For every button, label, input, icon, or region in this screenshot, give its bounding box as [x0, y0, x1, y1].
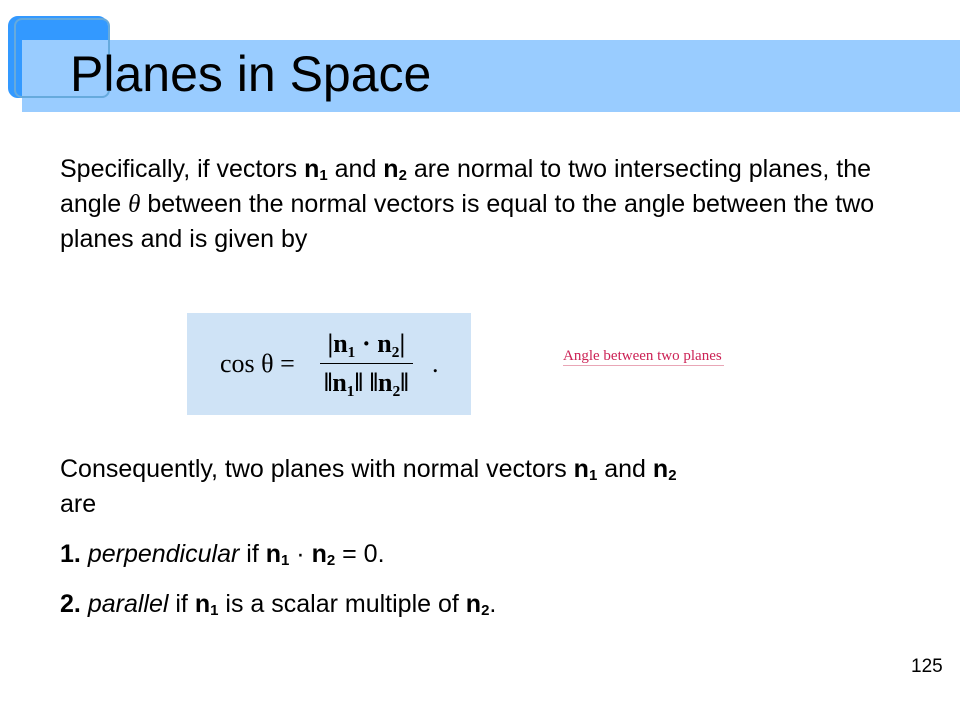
- vector-n2: $n_2$: [311, 540, 336, 569]
- paragraph-consequently: Consequently, two planes with normal vectors $n_1$ and $n_2$ are: [60, 455, 677, 518]
- list-item-perpendicular: 1. perpendicular if $n_1 \cdot n_2 = 0$.: [60, 540, 385, 569]
- formula-period: .: [432, 349, 439, 378]
- formula-lhs: cos θ =: [220, 349, 295, 378]
- vector-n1: $n_1$: [194, 590, 219, 619]
- formula-denominator: ‖n₁‖ ‖n₂‖: [324, 368, 409, 397]
- angle-between-planes-label: Angle between two planes: [563, 348, 722, 364]
- slide-title: Planes in Space: [70, 46, 432, 102]
- theta-symbol: θ: [128, 191, 141, 218]
- list-item-parallel: 2. parallel if $n_1$ is a scalar multiple of $n_2$.: [60, 590, 497, 619]
- formula-numerator: |n₁ · n₂|: [327, 329, 406, 358]
- vector-n1: $n_1$: [265, 540, 290, 569]
- vector-n2: $n_2$: [465, 590, 490, 619]
- vector-n1: $n_1$: [573, 455, 598, 484]
- page-number: 125: [911, 656, 943, 677]
- vector-n2: $n_2$: [383, 155, 407, 184]
- fraction-bar: [320, 363, 413, 364]
- angle-formula: [220, 327, 470, 407]
- paragraph-specifically: Specifically, if vectors $n_1$ and $n_2$ are normal to two intersecting planes, the angle θ between the normal vectors is equal to the angle between the two planes and is given by: [60, 155, 875, 253]
- vector-n2: $n_2$: [652, 455, 677, 484]
- vector-n1: $n_1$: [304, 155, 328, 184]
- formula-fraction: [320, 327, 413, 400]
